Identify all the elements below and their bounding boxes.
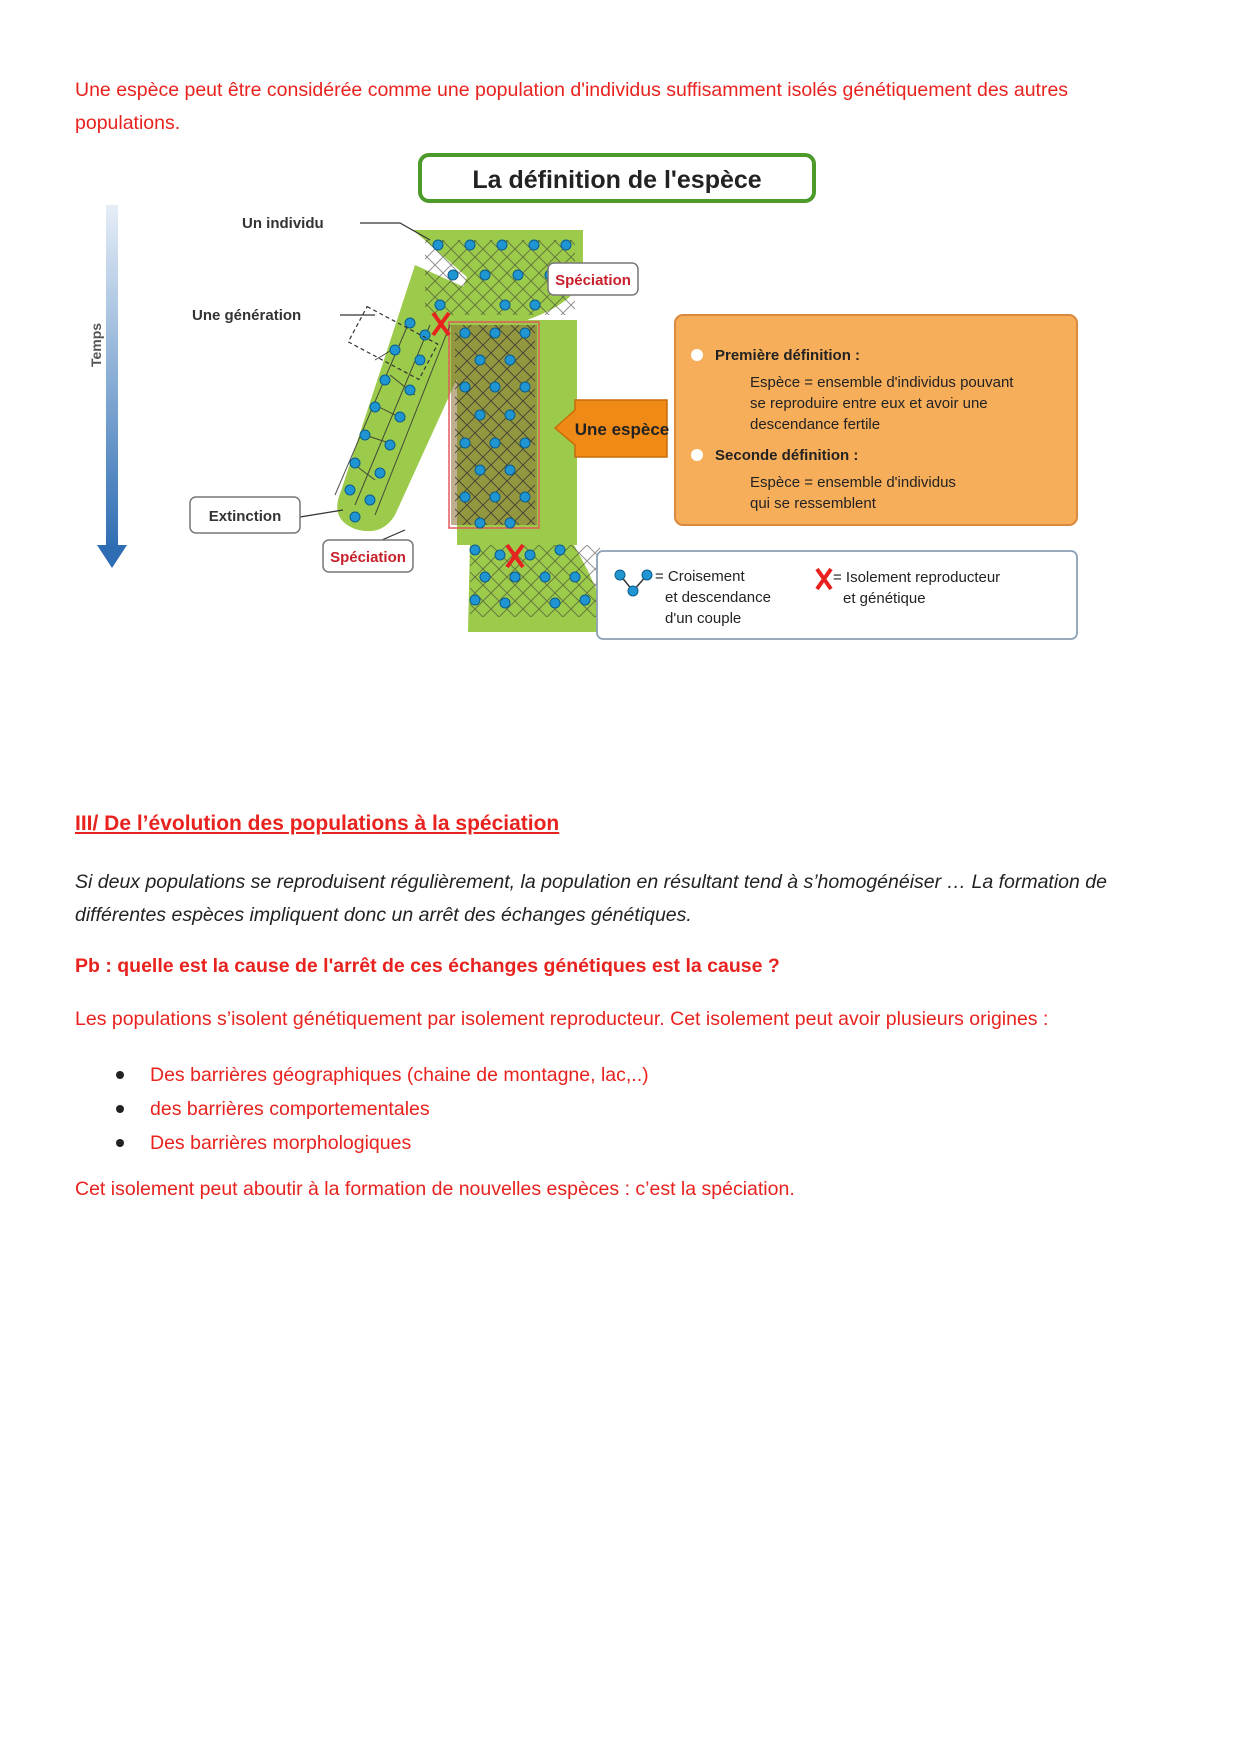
bullet-icon — [116, 1105, 124, 1113]
list-item-text: des barrières comportementales — [150, 1098, 430, 1120]
label-generation: Une génération — [192, 307, 302, 324]
definitions-box — [675, 315, 1077, 525]
def-second-line-1: Espèce = ensemble d'individus — [750, 474, 956, 491]
list-item — [110, 1126, 649, 1160]
legend-cross-line-1: = Croisement — [655, 568, 745, 585]
time-arrow — [97, 205, 127, 568]
problem-statement: Pb : quelle est la cause de l'arrêt de ces échanges génétiques est la cause ? — [75, 955, 780, 977]
label-individu: Un individu — [242, 215, 324, 232]
time-axis-label: Temps — [88, 322, 104, 368]
conclusion-paragraph: Cet isolement peut aboutir à la formation de nouvelles espèces : c’est la spéciation. — [75, 1178, 795, 1200]
def-second-line-2: qui se ressemblent — [750, 495, 876, 512]
list-item-text: Des barrières morphologiques — [150, 1132, 412, 1154]
def-first-line-3: descendance fertile — [750, 416, 881, 433]
barriers-list — [110, 1058, 649, 1160]
intro-paragraph: Une espèce peut être considérée comme une population d'individus suffisamment isolés génétiquement des autres populations. — [75, 79, 1069, 134]
origins-paragraph: Les populations s’isolent génétiquement par isolement reproducteur. Cet isolement peut avoir plusieurs origines : — [75, 1008, 1049, 1030]
def-first-line-1: Espèce = ensemble d'individus pouvant — [750, 374, 1014, 391]
label-speciation-top: Spéciation — [555, 272, 631, 289]
bullet-icon — [116, 1139, 124, 1147]
italic-paragraph: Si deux populations se reproduisent régulièrement, la population en résultant tend à s’homogénéiser … La formation de différentes espèces impliquent donc un arrêt des échanges génétiques. — [75, 871, 1107, 926]
speciation-box-bottom — [323, 540, 413, 572]
bullet-icon — [116, 1071, 124, 1079]
def-first-line-2: se reproduire entre eux et avoir une — [750, 395, 988, 412]
def-first-title: Première définition : — [715, 347, 861, 364]
list-item-text: Des barrières géographiques (chaine de montagne, lac,..) — [150, 1064, 649, 1086]
label-espece: Une espèce — [574, 420, 670, 439]
list-item — [110, 1058, 649, 1092]
legend-isolation-line-2: et génétique — [843, 590, 926, 607]
species-definition-figure — [75, 145, 1185, 725]
list-item — [110, 1092, 649, 1126]
extinction-box — [190, 497, 300, 533]
section-heading: III/ De l’évolution des populations à la spéciation — [75, 812, 560, 835]
label-speciation-bottom: Spéciation — [330, 549, 406, 566]
def-second-title: Seconde définition : — [715, 447, 859, 464]
legend-box — [597, 551, 1077, 639]
speciation-box-top — [548, 263, 638, 295]
label-extinction: Extinction — [208, 508, 282, 525]
figure-svg — [75, 145, 1185, 725]
legend-isolation-line-1: = Isolement reproducteur — [833, 569, 1001, 586]
legend-cross-line-2: et descendance — [665, 589, 771, 606]
figure-title: La définition de l'espèce — [472, 166, 762, 194]
legend-cross-line-3: d'un couple — [665, 610, 742, 627]
